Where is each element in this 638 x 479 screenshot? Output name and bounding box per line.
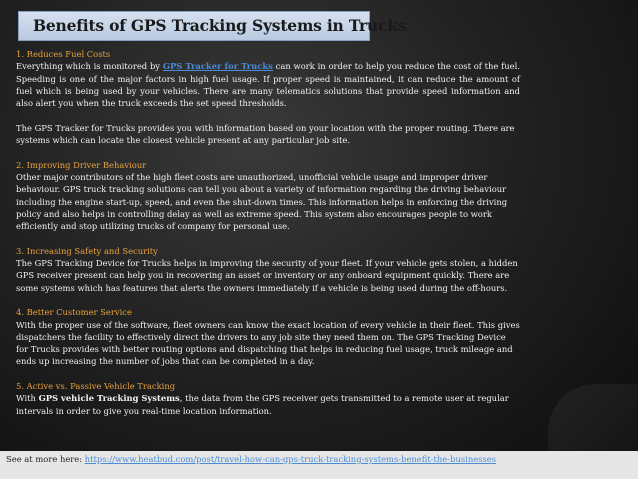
footer-prefix: See at more here: [6,454,85,464]
section-heading: 2. Improving Driver Behaviour [16,159,147,170]
section-text: , the data from the GPS receiver gets transmitted to a remote user at regular intervals in order to give you real-time location information. [16,393,509,416]
gps-tracker-link[interactable]: GPS Tracker for Trucks [162,61,273,72]
title-box [18,11,407,41]
footer-text [6,454,496,464]
source-link[interactable]: https://www.heatbud.com/post/travel-how-can-gps-truck-tracking-systems-benefit-the-businesses [84,454,497,464]
section-customer-service [16,306,520,367]
content-body [16,48,520,429]
section-bold-text: GPS vehicle Tracking Systems [38,393,180,404]
section-fuel-costs [16,48,520,109]
section-fuel-costs-p2: The GPS Tracker for Trucks provides you with information based on your location with the proper routing. There are systems which can locate the closest vehicle present at any particular job site. [16,122,515,146]
section-safety-security [16,245,520,294]
section-text: Everything which is monitored by [16,61,163,72]
section-heading: 3. Increasing Safety and Security [16,245,158,256]
section-text: The GPS Tracking Device for Trucks helps in improving the security of your fleet. If your vehicle gets stolen, a hidden GPS receiver present can help you in recovering an asset or inventory or any onboard equipment quickly. There are some systems which has features that alerts the owners immediately if a vehicle is being used during the off-hours. [16,258,518,293]
section-heading: 5. Active vs. Passive Vehicle Tracking [16,381,176,392]
section-heading: 1. Reduces Fuel Costs [16,49,111,59]
section-heading: 4. Better Customer Service [16,307,132,318]
section-text: can work in order to help you reduce the cost of the fuel. Speeding is one of the major factors in high fuel usage. If proper speed is maintained, it can reduce the amount of fuel which is being used by your vehicles. There are many telematics solutions that provide speed information and also alert you when the truck exceeds the set speed thresholds. [16,61,520,109]
footer-bar [0,451,638,479]
page-title: Benefits of GPS Tracking Systems in Trucks [33,16,407,35]
section-text: Other major contributors of the high fleet costs are unauthorized, unofficial vehicle usage and improper driver behaviour. GPS truck tracking solutions can tell you about a variety of information regarding the driving behaviour including the engine start-up, speed, and even the shut-down times. This information helps in enforcing the driving policy and also helps in controlling delay as well as extreme speed. This system also encourages people to work efficiently and stop utilizing trucks of company for personal use. [16,171,508,232]
section-driver-behaviour [16,159,520,233]
section-text: With the proper use of the software, fleet owners can know the exact location of every vehicle in their fleet. This gives dispatchers the facility to effectively direct the drivers to any job site they need them on. The GPS Tracking Device for Trucks provides with better routing options and dispatching that helps in reducing fuel usage, truck mileage and ends up increasing the number of jobs that can be completed in a day. [16,319,520,367]
section-text: With [16,393,39,404]
section-active-passive [16,380,520,417]
